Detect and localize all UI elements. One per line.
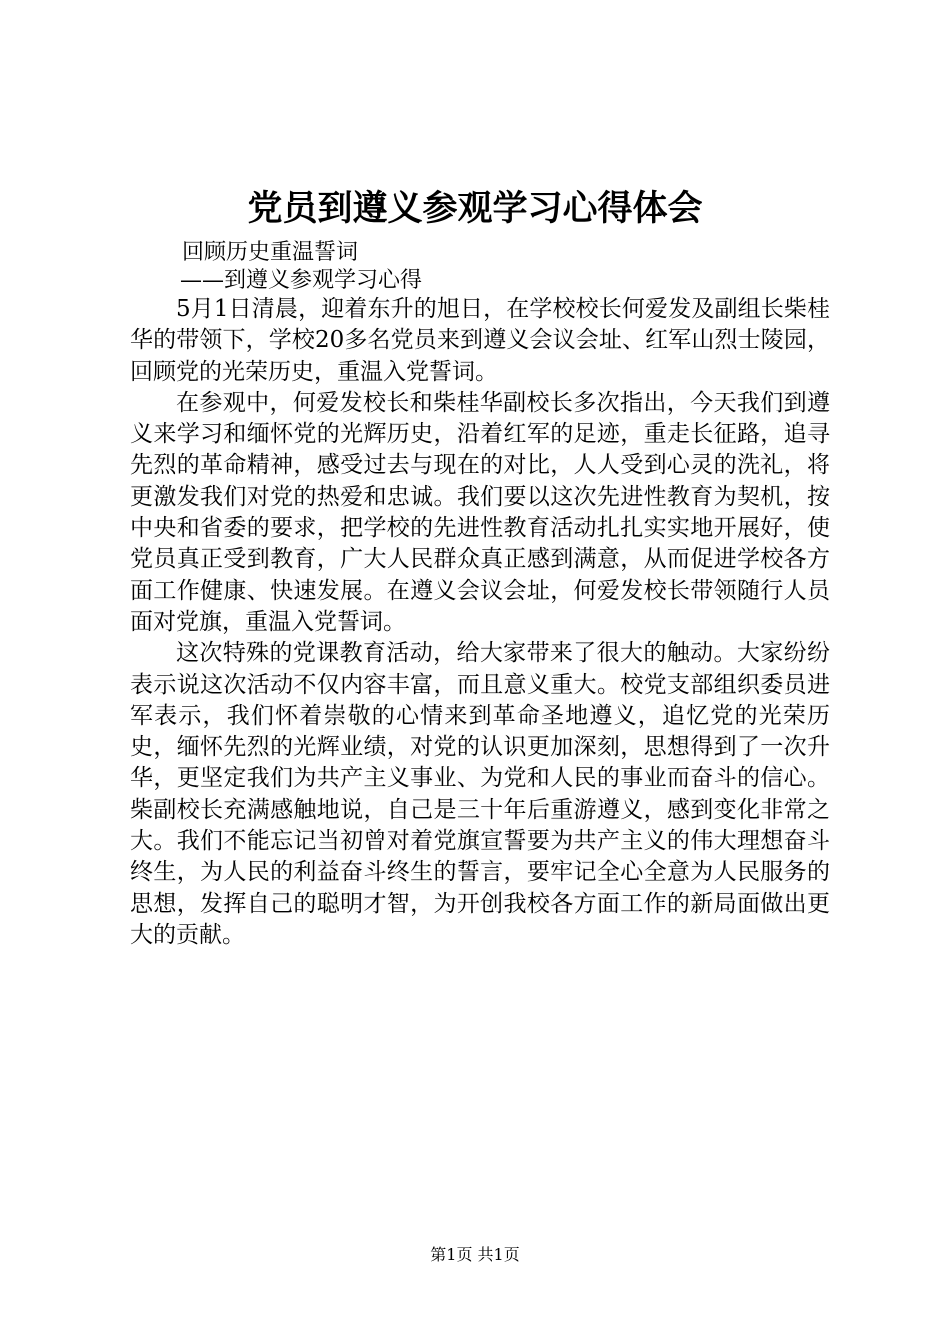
document-body <box>130 294 830 951</box>
page-footer: 第1页 共1页 <box>430 1245 520 1264</box>
body-paragraph: 这次特殊的党课教育活动，给大家带来了很大的触动。大家纷纷表示说这次活动不仅内容丰富，而且意义重大。校党支部组织委员进军表示，我们怀着崇敬的心情来到革命圣地遵义，追忆党的光荣历史，缅怀先烈的光辉业绩，对党的认识更加深刻，思想得到了一次升华，更坚定我们为共产主义事业、为党和人民的事业而奋斗的信心。柴副校长充满感触地说，自己是三十年后重游遵义，感到变化非常之大。我们不能忘记当初曾对着党旗宣誓要为共产主义的伟大理想奋斗终生，为人民的利益奋斗终生的誓言，要牢记全心全意为人民服务的思想，发挥自己的聪明才智，为开创我校各方面工作的新局面做出更大的贡献。 <box>130 640 830 948</box>
document-subtitle-secondary: ——到遵义参观学习心得 <box>180 268 423 293</box>
document-title: 党员到遵义参观学习心得体会 <box>247 189 703 229</box>
body-paragraph: 在参观中，何爱发校长和柴桂华副校长多次指出，今天我们到遵义来学习和缅怀党的光辉历史，沿着红军的足迹，重走长征路，追寻先烈的革命精神，感受过去与现在的对比，人人受到心灵的洗礼，将更激发我们对党的热爱和忠诚。我们要以这次先进性教育为契机，按中央和省委的要求，把学校的先进性教育活动扎扎实实地开展好，使党员真正受到教育，广大人民群众真正感到满意，从而促进学校各方面工作健康、快速发展。在遵义会议会址，何爱发校长带领随行人员面对党旗，重温入党誓词。 <box>130 389 830 635</box>
document-subtitle: 回顾历史重温誓词 <box>182 240 359 265</box>
body-paragraph: 5月1日清晨，迎着东升的旭日，在学校校长何爱发及副组长柴桂华的带领下，学校20多名党员来到遵义会议会址、红军山烈士陵园，回顾党的光荣历史，重温入党誓词。 <box>130 296 830 385</box>
